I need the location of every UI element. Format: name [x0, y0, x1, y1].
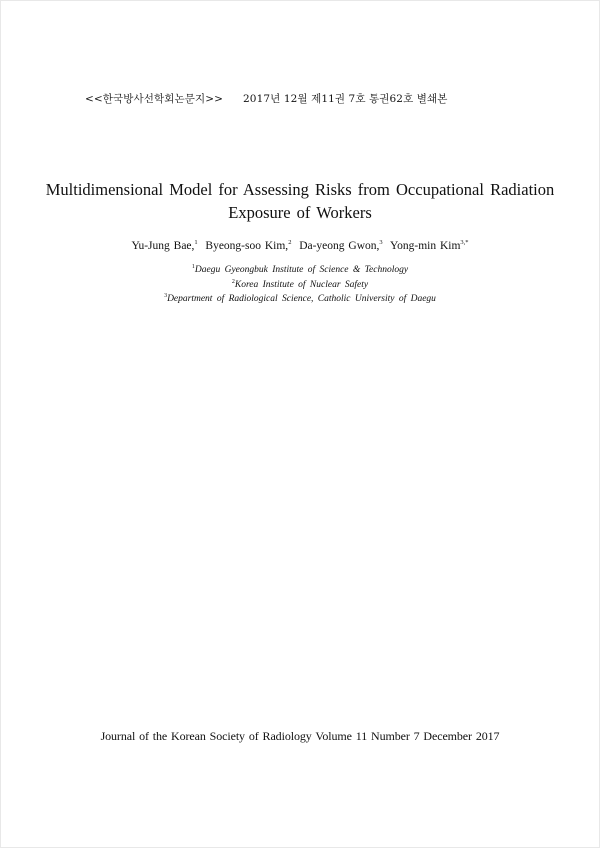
affiliation-2: [40, 279, 560, 290]
journal-header: [85, 91, 447, 106]
author-affiliation-mark: 3: [379, 239, 383, 246]
affiliation-text: Daegu Gyeongbuk Institute of Science & Technology: [194, 265, 409, 275]
author-name: Yong-min Kim: [389, 240, 461, 252]
author-affiliation-mark: 1: [194, 239, 198, 246]
issue-info: 2017년 12월 제11권 7호 통권62호 별쇄본: [243, 93, 448, 105]
affiliation-1: [40, 264, 560, 275]
paper-title-line-2: Exposure of Workers: [228, 203, 372, 222]
author-name: Yu-Jung Bae,: [131, 240, 195, 252]
affiliation-mark: 2: [231, 279, 235, 285]
journal-citation-footer: Journal of the Korean Society of Radiology Volume 11 Number 7 December 2017: [100, 729, 500, 743]
affiliation-mark: 1: [191, 264, 195, 270]
affiliation-3: [40, 293, 560, 304]
author-affiliation-mark: 2: [288, 239, 292, 246]
author-name: Byeong-soo Kim,: [205, 240, 289, 252]
author-list: [40, 239, 560, 252]
journal-korean-name: <<한국방사선학회논문지>>: [85, 93, 224, 105]
author-name: Da-yeong Gwon,: [299, 240, 380, 252]
author-affiliation-mark: 3,*: [460, 239, 469, 246]
affiliation-text: Korea Institute of Nuclear Safety: [234, 280, 369, 290]
affiliation-mark: 3: [164, 293, 168, 299]
paper-title-line-1: Multidimensional Model for Assessing Risks from Occupational Radiation: [45, 180, 555, 199]
affiliation-text: Department of Radiological Science, Catholic University of Daegu: [167, 294, 436, 304]
